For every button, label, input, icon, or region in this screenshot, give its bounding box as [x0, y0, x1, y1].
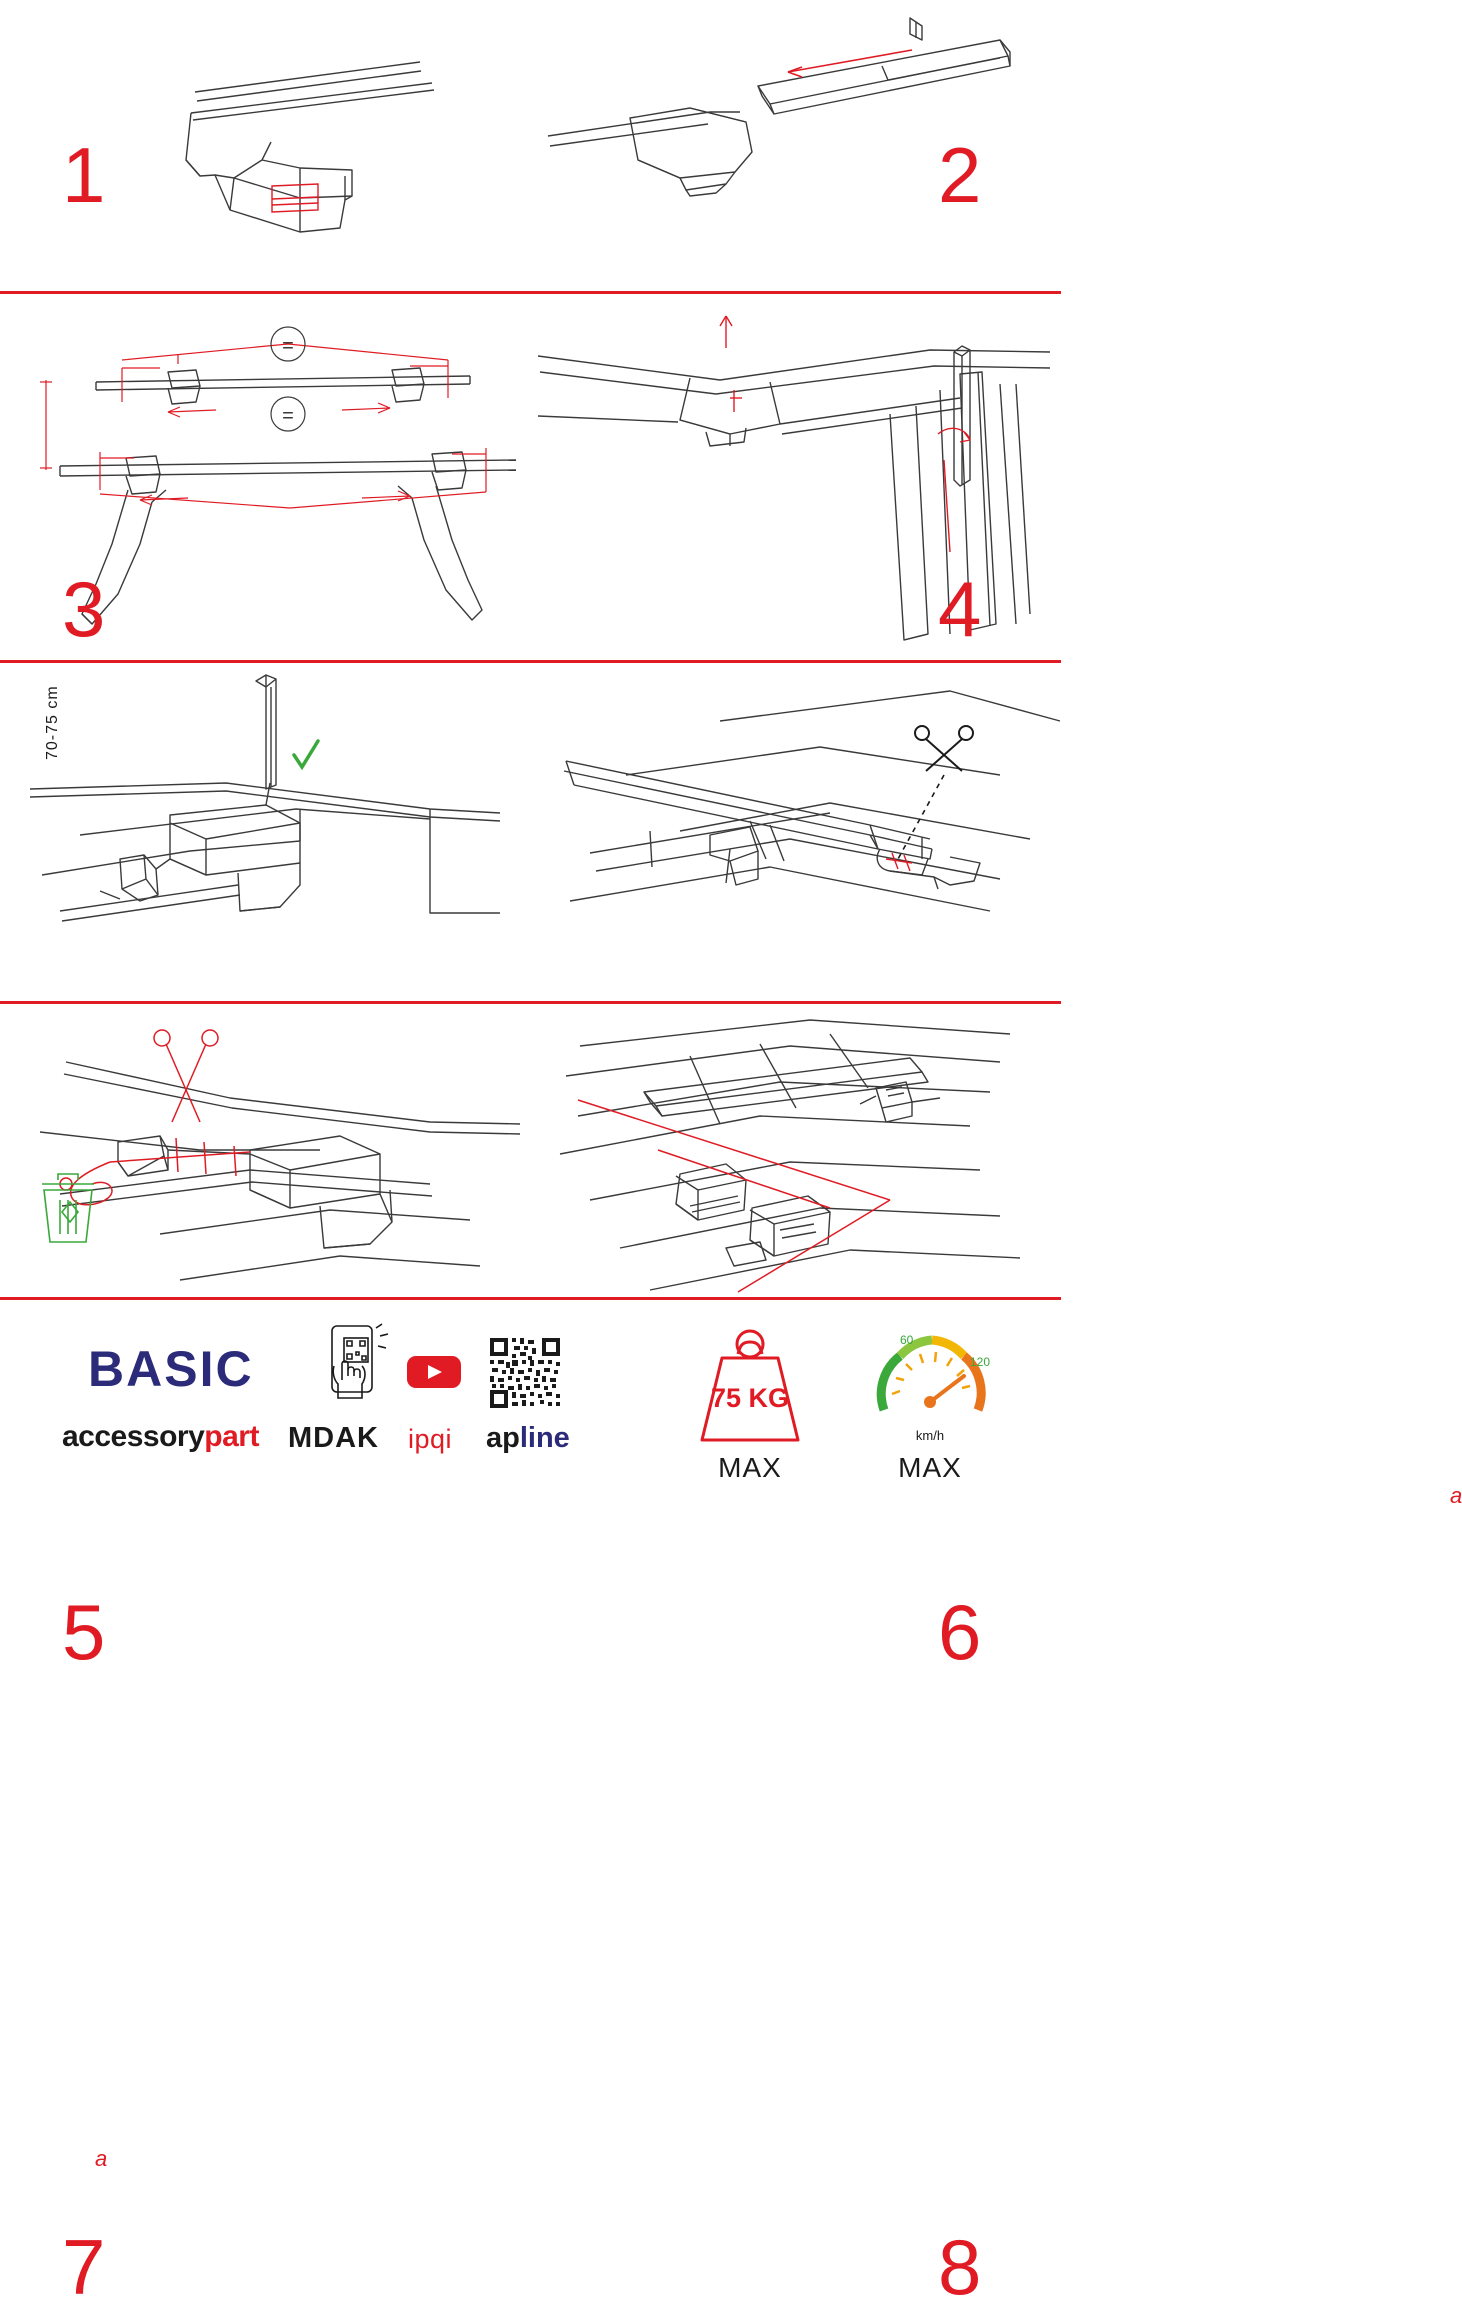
step-1-panel — [0, 0, 530, 291]
svg-text:60: 60 — [900, 1333, 914, 1347]
step-8-number: 8 — [938, 2223, 980, 2311]
step-6-number: 6 — [938, 1588, 980, 1676]
brand-accessorypart-logo — [62, 1420, 259, 1454]
phone-qr-scan-icon — [312, 1320, 396, 1410]
step-3-number: 3 — [62, 565, 104, 653]
brand-mdak-logo: MDAK — [288, 1422, 379, 1454]
footer — [0, 1300, 1061, 1500]
max-weight-value: 75 KG — [710, 1383, 790, 1413]
brand-accessory-text: accessory — [62, 1420, 205, 1453]
brand-apline-logo — [486, 1422, 570, 1455]
step-3-measurement: 70-75 cm — [44, 685, 61, 760]
brand-ap-text: ap — [486, 1422, 520, 1454]
step-7-label-a: a — [95, 2146, 108, 2171]
max-weight-label: MAX — [718, 1452, 782, 1483]
svg-text:=: = — [282, 335, 294, 357]
step-2-panel — [530, 0, 1061, 291]
brand-line-text: line — [519, 1422, 570, 1454]
step-5-number: 5 — [62, 1588, 104, 1676]
speed-unit-label: km/h — [915, 1428, 945, 1443]
step-5-illustration — [0, 663, 530, 1001]
max-speed-icon — [866, 1318, 996, 1438]
max-speed-label: MAX — [898, 1452, 962, 1483]
step-6-label-a: a — [1450, 1483, 1462, 1508]
step-6-illustration — [530, 663, 1061, 1001]
step-2-illustration — [530, 0, 1061, 291]
brand-basic-logo: BASIC — [88, 1341, 254, 1397]
step-7-number: 7 — [62, 2223, 104, 2311]
step-2-number: 2 — [938, 131, 980, 219]
step-4-panel — [530, 294, 1061, 660]
qr-code — [488, 1336, 562, 1410]
step-4-illustration — [530, 294, 1061, 660]
svg-text:=: = — [282, 405, 294, 427]
step-4-number: 4 — [938, 565, 980, 653]
brand-part-text: part — [204, 1420, 259, 1453]
step-3-panel — [0, 294, 530, 760]
step-8-illustration — [530, 1004, 1061, 1297]
max-weight-icon — [676, 1310, 824, 1450]
step-7-illustration — [0, 1004, 530, 1297]
svg-text:120: 120 — [970, 1355, 991, 1369]
youtube-icon[interactable] — [406, 1352, 462, 1392]
step-1-number: 1 — [62, 131, 104, 219]
brand-ipqi-logo: ipqi — [408, 1424, 453, 1454]
